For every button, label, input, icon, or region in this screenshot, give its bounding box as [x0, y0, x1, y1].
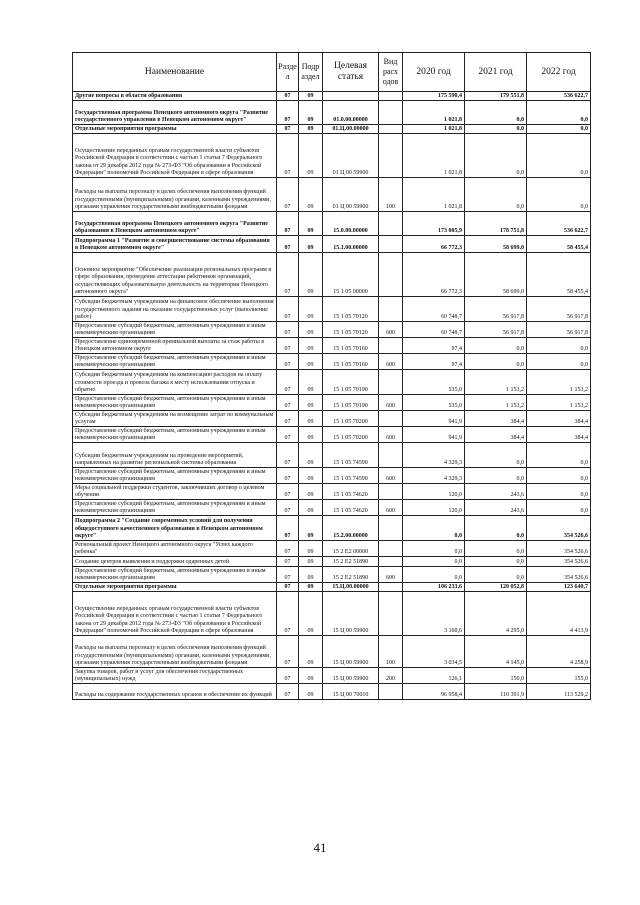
table-row — [73, 484, 591, 500]
cell-target-article: 15.Ц.00.00000 — [323, 583, 379, 592]
cell-section: 07 — [277, 468, 299, 484]
cell-subsection: 09 — [299, 92, 323, 101]
table-row — [73, 500, 591, 516]
cell-2020: 175 590,4 — [403, 92, 465, 101]
cell-2021: 243,6 — [465, 500, 527, 516]
cell-subsection: 09 — [299, 101, 323, 125]
table-row — [73, 354, 591, 370]
cell-subsection: 09 — [299, 322, 323, 338]
cell-name: Предоставление единовременной премиальной выплаты за стаж работы в Ненецком автономном округе — [73, 338, 277, 354]
cell-subsection: 09 — [299, 541, 323, 557]
cell-2020: 66 772,3 — [403, 253, 465, 297]
cell-section: 07 — [277, 354, 299, 370]
cell-section: 07 — [277, 338, 299, 354]
cell-target-article: 15 1 05 70190 — [323, 395, 379, 411]
cell-name: Субсидии бюджетным учреждениям на компенсацию расходов на оплату стоимости проезда и провоза багажа к месту использования отпуска и обратно — [73, 370, 277, 395]
cell-subsection: 09 — [299, 668, 323, 684]
table-header-row — [73, 53, 591, 92]
cell-subsection: 09 — [299, 134, 323, 178]
cell-2021: 1 153,2 — [465, 370, 527, 395]
cell-section: 07 — [277, 134, 299, 178]
cell-section: 07 — [277, 443, 299, 468]
cell-target-article: 15 2 Е2 00000 — [323, 541, 379, 557]
cell-expense-type — [379, 338, 403, 354]
cell-name: Предоставление субсидий бюджетным, автономным учреждениям и иным некоммерческим организациям — [73, 567, 277, 583]
cell-section: 07 — [277, 557, 299, 567]
cell-section: 07 — [277, 322, 299, 338]
cell-2020: 3 034,5 — [403, 636, 465, 668]
cell-expense-type: 600 — [379, 322, 403, 338]
cell-target-article: 15 2 Е2 51890 — [323, 567, 379, 583]
cell-subsection: 09 — [299, 395, 323, 411]
cell-expense-type: 600 — [379, 567, 403, 583]
cell-target-article: 15 1 05 70160 — [323, 338, 379, 354]
table-row — [73, 668, 591, 684]
cell-subsection: 09 — [299, 212, 323, 236]
cell-subsection: 09 — [299, 567, 323, 583]
cell-expense-type: 600 — [379, 354, 403, 370]
cell-2020: 106 233,6 — [403, 583, 465, 592]
cell-target-article: 15 Ц 00 59900 — [323, 668, 379, 684]
cell-target-article: 15 1 05 74620 — [323, 500, 379, 516]
cell-2020: 97,4 — [403, 338, 465, 354]
cell-2021: 0,0 — [465, 468, 527, 484]
cell-2022: 155,0 — [527, 668, 591, 684]
cell-2020: 173 005,9 — [403, 212, 465, 236]
page-number: 41 — [313, 840, 327, 855]
cell-2021: 243,6 — [465, 484, 527, 500]
cell-2022: 354 526,6 — [527, 516, 591, 541]
cell-subsection: 09 — [299, 338, 323, 354]
cell-section: 07 — [277, 567, 299, 583]
cell-name: Подпрограмма 2 "Создание современных условий для получения общедоступного качественного образования в Ненецком автономном округе" — [73, 516, 277, 541]
cell-section: 07 — [277, 212, 299, 236]
cell-section: 07 — [277, 370, 299, 395]
cell-2021: 0,0 — [465, 354, 527, 370]
cell-name: Осуществление переданных органам государственной власти субъектов Российской Федерации в соответствии с частью 1 статьи 7 Федерального закона от 29 декабря 2012 года № 273-ФЗ "Об образовании в Российской Федерации" полномочий Российской Федерации в сфере образования — [73, 134, 277, 178]
cell-2022: 0,0 — [527, 125, 591, 134]
budget-table — [72, 52, 591, 700]
cell-2022: 354 526,6 — [527, 567, 591, 583]
table-row — [73, 322, 591, 338]
cell-2022: 354 526,6 — [527, 557, 591, 567]
cell-2021: 384,4 — [465, 411, 527, 427]
cell-2020: 1 021,8 — [403, 101, 465, 125]
cell-2022: 4 413,9 — [527, 592, 591, 636]
cell-expense-type — [379, 297, 403, 322]
cell-subsection: 09 — [299, 178, 323, 212]
cell-target-article: 01.0.00.00000 — [323, 101, 379, 125]
cell-2022: 0,0 — [527, 178, 591, 212]
table-row — [73, 253, 591, 297]
cell-section: 07 — [277, 411, 299, 427]
table-row — [73, 395, 591, 411]
cell-section: 07 — [277, 178, 299, 212]
cell-2021: 58 699,0 — [465, 253, 527, 297]
header-section: Разде л — [277, 53, 299, 92]
cell-subsection: 09 — [299, 297, 323, 322]
cell-name: Государственная программа Ненецкого автономного округа "Развитие государственного управления в Ненецком автономном округе" — [73, 101, 277, 125]
cell-target-article: 15 1 05 00000 — [323, 253, 379, 297]
cell-section: 07 — [277, 668, 299, 684]
cell-name: Осуществление переданных органам государственной власти субъектов Российской Федерации в соответствии с частью 1 статьи 7 Федерального закона от 29 декабря 2012 года № 273-ФЗ "Об образовании в Российской Федерации" полномочий Российской Федерации в сфере образования — [73, 592, 277, 636]
cell-2020: 1 021,8 — [403, 125, 465, 134]
cell-expense-type — [379, 516, 403, 541]
cell-2020: 3 160,6 — [403, 592, 465, 636]
table-row — [73, 134, 591, 178]
cell-2021: 0,0 — [465, 134, 527, 178]
cell-name: Предоставление субсидий бюджетным, автономным учреждениям и иным некоммерческим организациям — [73, 395, 277, 411]
cell-subsection: 09 — [299, 583, 323, 592]
cell-expense-type — [379, 212, 403, 236]
table-row — [73, 297, 591, 322]
cell-2021: 0,0 — [465, 541, 527, 557]
cell-2020: 120,0 — [403, 484, 465, 500]
cell-section: 07 — [277, 125, 299, 134]
table-row — [73, 338, 591, 354]
table-row — [73, 541, 591, 557]
cell-2022: 0,0 — [527, 134, 591, 178]
cell-section: 07 — [277, 101, 299, 125]
cell-subsection: 09 — [299, 684, 323, 700]
header-name: Наименование — [73, 53, 277, 92]
cell-2022: 123 640,7 — [527, 583, 591, 592]
cell-2022: 58 455,4 — [527, 236, 591, 253]
table-row — [73, 370, 591, 395]
cell-expense-type: 100 — [379, 178, 403, 212]
cell-target-article: 15 1 05 70160 — [323, 354, 379, 370]
cell-name: Расходы на выплаты персоналу в целях обеспечения выполнения функций государственными (муниципальными) органами, казенными учреждениями, органами управления государственными внебюджетными фондами — [73, 178, 277, 212]
cell-2022: 0,0 — [527, 468, 591, 484]
cell-expense-type — [379, 101, 403, 125]
cell-2020: 4 329,3 — [403, 468, 465, 484]
cell-2020: 120,0 — [403, 500, 465, 516]
cell-target-article: 15 1 05 74620 — [323, 484, 379, 500]
cell-target-article: 01 Ц 00 59900 — [323, 178, 379, 212]
cell-expense-type — [379, 684, 403, 700]
cell-expense-type: 200 — [379, 668, 403, 684]
cell-section: 07 — [277, 236, 299, 253]
cell-2022: 0,0 — [527, 101, 591, 125]
cell-name: Расходы на содержание государственных органов и обеспечение их функций — [73, 684, 277, 700]
header-expense-type: Вид расх одов — [379, 53, 403, 92]
cell-subsection: 09 — [299, 411, 323, 427]
cell-2020: 126,1 — [403, 668, 465, 684]
cell-name: Предоставление субсидий бюджетным, автономным учреждениям и иным некоммерческим организациям — [73, 500, 277, 516]
cell-name: Государственная программа Ненецкого автономного округа "Развитие образования в Ненецком автономном округе" — [73, 212, 277, 236]
table-row — [73, 443, 591, 468]
cell-2020: 4 329,3 — [403, 443, 465, 468]
cell-2021: 0,0 — [465, 443, 527, 468]
cell-2022: 536 622,7 — [527, 212, 591, 236]
cell-subsection: 09 — [299, 236, 323, 253]
cell-2021: 0,0 — [465, 101, 527, 125]
cell-section: 07 — [277, 592, 299, 636]
cell-section: 07 — [277, 484, 299, 500]
cell-section: 07 — [277, 636, 299, 668]
cell-name: Создание центров выявления и поддержки одаренных детей — [73, 557, 277, 567]
table-row — [73, 636, 591, 668]
header-2020: 2020 год — [403, 53, 465, 92]
table-row — [73, 212, 591, 236]
cell-subsection: 09 — [299, 427, 323, 443]
cell-name: Предоставление субсидий бюджетным, автономным учреждениям и иным некоммерческим организациям — [73, 468, 277, 484]
cell-2020: 66 772,3 — [403, 236, 465, 253]
cell-2021: 0,0 — [465, 567, 527, 583]
cell-section: 07 — [277, 395, 299, 411]
cell-name: Отдельные мероприятия программы — [73, 583, 277, 592]
cell-2020: 1 021,8 — [403, 134, 465, 178]
cell-subsection: 09 — [299, 354, 323, 370]
cell-name: Расходы на выплаты персоналу в целях обеспечения выполнения функций государственными (муниципальными) органами, казенными учреждениями, органами управления государственными внебюджетными фондами — [73, 636, 277, 668]
cell-2021: 0,0 — [465, 125, 527, 134]
cell-expense-type: 600 — [379, 427, 403, 443]
cell-target-article: 15 Ц 00 59900 — [323, 636, 379, 668]
cell-expense-type: 100 — [379, 636, 403, 668]
cell-section: 07 — [277, 516, 299, 541]
cell-section: 07 — [277, 500, 299, 516]
cell-target-article — [323, 92, 379, 101]
cell-name: Отдельные мероприятия программы — [73, 125, 277, 134]
cell-2020: 0,0 — [403, 516, 465, 541]
cell-name: Другие вопросы в области образования — [73, 92, 277, 101]
cell-expense-type — [379, 484, 403, 500]
cell-2020: 535,0 — [403, 370, 465, 395]
cell-2021: 0,0 — [465, 178, 527, 212]
cell-2022: 536 622,7 — [527, 92, 591, 101]
cell-expense-type — [379, 370, 403, 395]
header-subsection: Подр аздел — [299, 53, 323, 92]
cell-2020: 60 748,7 — [403, 322, 465, 338]
cell-target-article: 15 1 05 70200 — [323, 411, 379, 427]
cell-subsection: 09 — [299, 516, 323, 541]
cell-2020: 0,0 — [403, 557, 465, 567]
cell-2021: 179 551,8 — [465, 92, 527, 101]
cell-2020: 60 748,7 — [403, 297, 465, 322]
cell-subsection: 09 — [299, 370, 323, 395]
cell-2022: 58 455,4 — [527, 253, 591, 297]
table-row — [73, 427, 591, 443]
cell-name: Субсидии бюджетным учреждениям на возмещение затрат по коммунальным услугам — [73, 411, 277, 427]
cell-subsection: 09 — [299, 468, 323, 484]
header-target-article: Целевая статья — [323, 53, 379, 92]
cell-2020: 0,0 — [403, 541, 465, 557]
cell-subsection: 09 — [299, 592, 323, 636]
table-row — [73, 411, 591, 427]
cell-2020: 941,9 — [403, 427, 465, 443]
cell-2022: 0,0 — [527, 500, 591, 516]
cell-section: 07 — [277, 427, 299, 443]
table-body — [73, 92, 591, 700]
cell-section: 07 — [277, 297, 299, 322]
cell-target-article: 15 1 05 70120 — [323, 297, 379, 322]
cell-2021: 110 391,9 — [465, 684, 527, 700]
cell-target-article: 15 1 05 70190 — [323, 370, 379, 395]
cell-2021: 56 917,8 — [465, 297, 527, 322]
cell-2020: 96 958,4 — [403, 684, 465, 700]
table-row — [73, 92, 591, 101]
table-row — [73, 557, 591, 567]
table-row — [73, 583, 591, 592]
cell-name: Закупка товаров, работ и услуг для обеспечения государственных (муниципальных) нужд — [73, 668, 277, 684]
cell-2021: 56 917,8 — [465, 322, 527, 338]
cell-2022: 1 153,2 — [527, 370, 591, 395]
cell-name: Предоставление субсидий бюджетным, автономным учреждениям и иным некоммерческим организациям — [73, 322, 277, 338]
cell-2021: 384,4 — [465, 427, 527, 443]
cell-2021: 150,0 — [465, 668, 527, 684]
cell-expense-type — [379, 583, 403, 592]
cell-expense-type — [379, 411, 403, 427]
cell-expense-type — [379, 541, 403, 557]
cell-2022: 0,0 — [527, 484, 591, 500]
cell-name: Предоставление субсидий бюджетным, автономным учреждениям и иным некоммерческим организациям — [73, 427, 277, 443]
cell-target-article: 01.Ц.00.00000 — [323, 125, 379, 134]
header-2022: 2022 год — [527, 53, 591, 92]
table-row — [73, 684, 591, 700]
cell-2022: 0,0 — [527, 338, 591, 354]
cell-2020: 0,0 — [403, 567, 465, 583]
cell-2021: 120 052,8 — [465, 583, 527, 592]
table-row — [73, 236, 591, 253]
table-row — [73, 101, 591, 125]
cell-subsection: 09 — [299, 484, 323, 500]
cell-name: Подпрограмма 1 "Развитие и совершенствование системы образования в Ненецком автономном округе" — [73, 236, 277, 253]
cell-name: Основное мероприятие "Обеспечение реализации региональных программ в сфере образования, проведение аттестации работников организаций, осуществляющих образовательную деятельность на территории Ненецкого автономного округа" — [73, 253, 277, 297]
cell-2022: 354 526,6 — [527, 541, 591, 557]
cell-name: Региональный проект Ненецкого автономного округа "Успех каждого ребенка" — [73, 541, 277, 557]
cell-2021: 1 153,2 — [465, 395, 527, 411]
cell-target-article: 15.2.00.00000 — [323, 516, 379, 541]
cell-2022: 113 529,2 — [527, 684, 591, 700]
cell-2021: 4 145,0 — [465, 636, 527, 668]
cell-target-article: 15 Ц 00 59900 — [323, 592, 379, 636]
cell-2022: 56 917,8 — [527, 322, 591, 338]
cell-target-article: 01 Ц 00 59900 — [323, 134, 379, 178]
cell-subsection: 09 — [299, 443, 323, 468]
cell-expense-type: 600 — [379, 468, 403, 484]
cell-subsection: 09 — [299, 500, 323, 516]
cell-section: 07 — [277, 253, 299, 297]
table-row — [73, 567, 591, 583]
cell-expense-type — [379, 125, 403, 134]
table-row — [73, 516, 591, 541]
cell-expense-type — [379, 236, 403, 253]
cell-2021: 58 699,0 — [465, 236, 527, 253]
cell-2020: 97,4 — [403, 354, 465, 370]
cell-expense-type: 600 — [379, 500, 403, 516]
cell-2020: 535,0 — [403, 395, 465, 411]
cell-2020: 1 021,8 — [403, 178, 465, 212]
cell-2021: 4 295,0 — [465, 592, 527, 636]
cell-target-article: 15 1 05 74590 — [323, 443, 379, 468]
cell-section: 07 — [277, 92, 299, 101]
cell-expense-type — [379, 557, 403, 567]
cell-expense-type — [379, 592, 403, 636]
cell-section: 07 — [277, 684, 299, 700]
table-row — [73, 125, 591, 134]
cell-2021: 0,0 — [465, 516, 527, 541]
table-row — [73, 468, 591, 484]
cell-2021: 178 751,8 — [465, 212, 527, 236]
cell-target-article: 15 1 05 70200 — [323, 427, 379, 443]
cell-expense-type — [379, 134, 403, 178]
cell-target-article: 15.1.00.00000 — [323, 236, 379, 253]
cell-2022: 384,4 — [527, 411, 591, 427]
cell-2022: 384,4 — [527, 427, 591, 443]
cell-2022: 0,0 — [527, 354, 591, 370]
cell-section: 07 — [277, 541, 299, 557]
header-2021: 2021 год — [465, 53, 527, 92]
cell-2021: 0,0 — [465, 557, 527, 567]
cell-name: Субсидии бюджетным учреждениям на финансовое обеспечение выполнения государственного задания на оказание государственных услуг (выполнение работ) — [73, 297, 277, 322]
cell-subsection: 09 — [299, 557, 323, 567]
cell-2022: 4 258,9 — [527, 636, 591, 668]
table-row — [73, 178, 591, 212]
cell-target-article: 15 Ц 00 70010 — [323, 684, 379, 700]
cell-section: 07 — [277, 583, 299, 592]
cell-name: Субсидии бюджетным учреждениям на проведение мероприятий, направленных на развитие региональной системы образования — [73, 443, 277, 468]
cell-target-article: 15 2 Е2 51890 — [323, 557, 379, 567]
cell-target-article: 15 1 05 74590 — [323, 468, 379, 484]
cell-expense-type: 600 — [379, 395, 403, 411]
cell-subsection: 09 — [299, 125, 323, 134]
cell-name: Меры социальной поддержки студентов, заключивших договор о целевом обучении — [73, 484, 277, 500]
cell-2022: 0,0 — [527, 443, 591, 468]
cell-name: Предоставление субсидий бюджетным, автономным учреждениям и иным некоммерческим организациям — [73, 354, 277, 370]
cell-2022: 1 153,2 — [527, 395, 591, 411]
cell-expense-type — [379, 443, 403, 468]
cell-2021: 0,0 — [465, 338, 527, 354]
cell-target-article: 15.0.00.00000 — [323, 212, 379, 236]
cell-subsection: 09 — [299, 253, 323, 297]
cell-expense-type — [379, 92, 403, 101]
table-row — [73, 592, 591, 636]
cell-2020: 941,9 — [403, 411, 465, 427]
cell-expense-type — [379, 253, 403, 297]
cell-subsection: 09 — [299, 636, 323, 668]
cell-target-article: 15 1 05 70120 — [323, 322, 379, 338]
cell-2022: 56 917,8 — [527, 297, 591, 322]
